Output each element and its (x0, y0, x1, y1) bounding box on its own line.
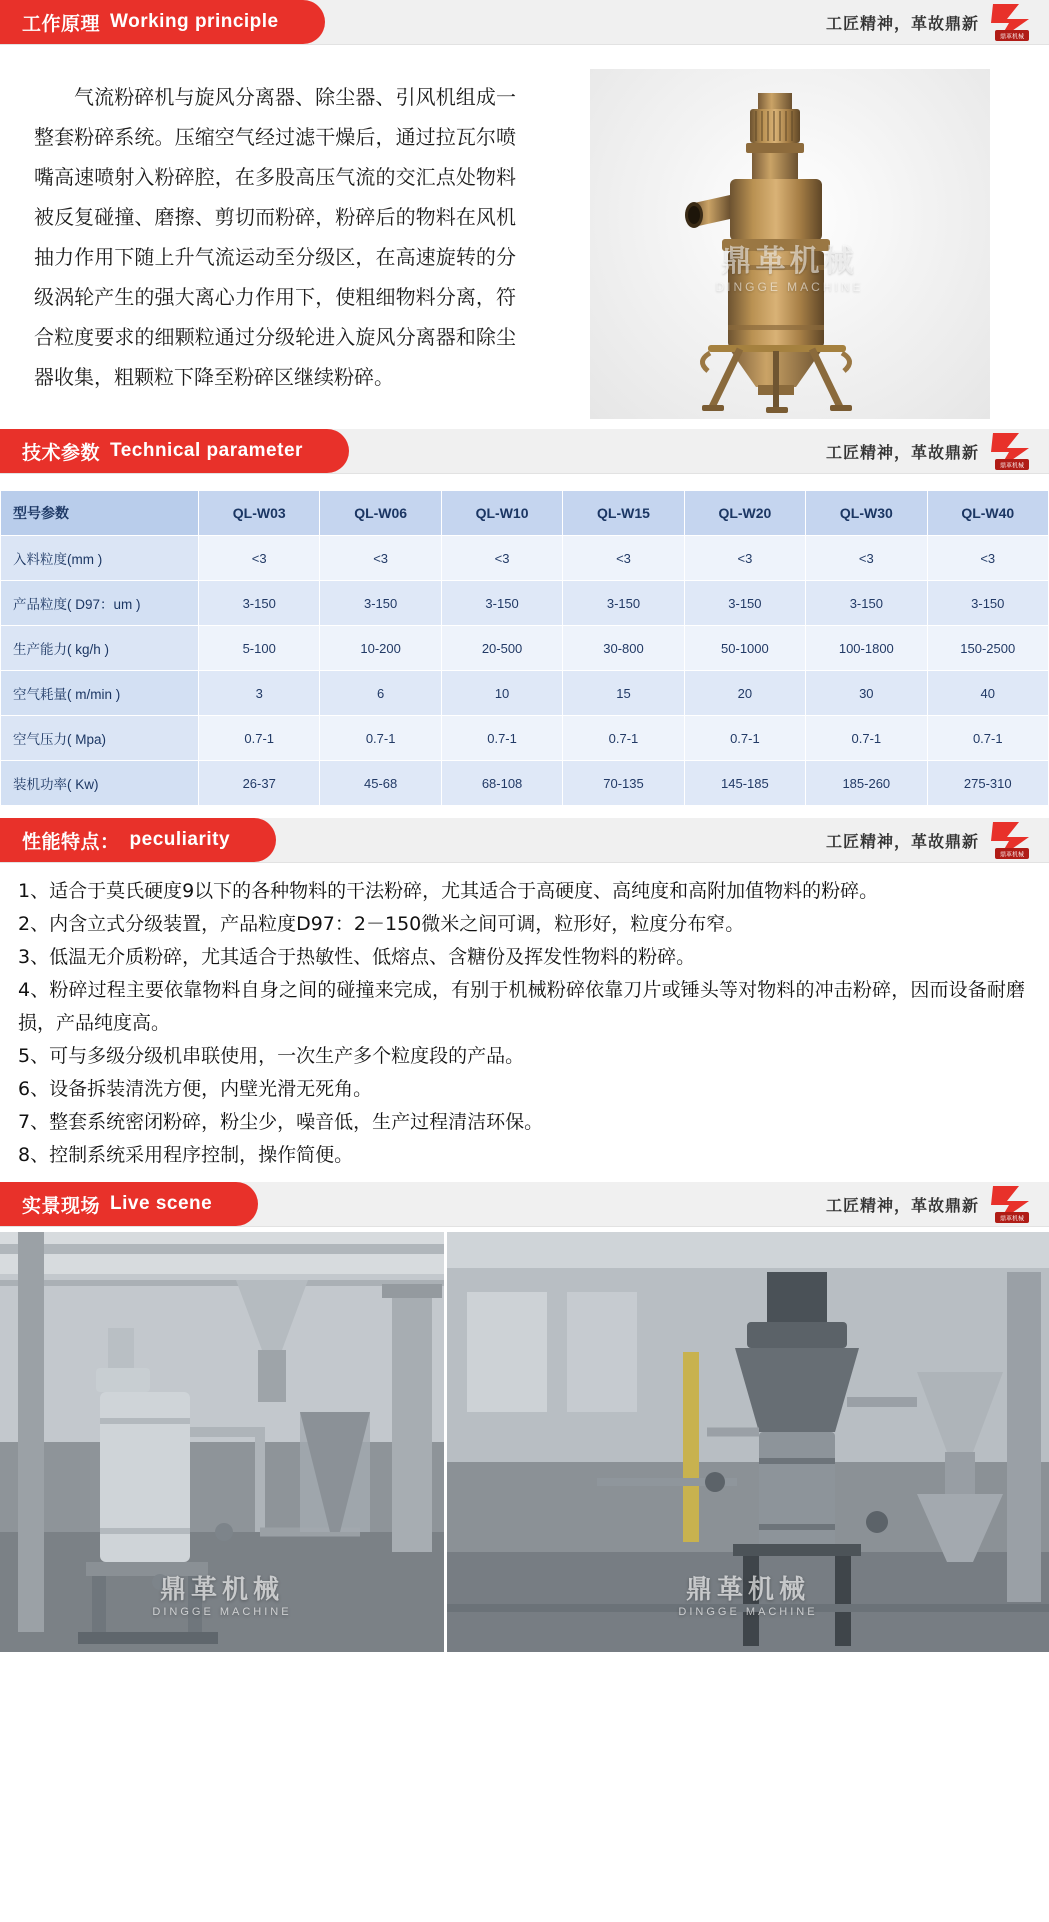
table-cell: <3 (927, 536, 1048, 581)
section-header-peculiarity (0, 818, 1049, 863)
section-header-technical-parameter (0, 429, 1049, 474)
table-row (1, 761, 1049, 806)
table-cell: 3-150 (684, 581, 805, 626)
photo-watermark-cn: 鼎革机械 (159, 1574, 284, 1604)
table-cell: 68-108 (441, 761, 562, 806)
table-header-cell: QL-W40 (927, 491, 1048, 536)
table-cell: 30-800 (563, 626, 684, 671)
working-principle-paragraph: 气流粉碎机与旋风分离器、除尘器、引风机组成一整套粉碎系统。压缩空气经过滤干燥后，通过拉瓦尔喷嘴高速喷射入粉碎腔，在多股高压气流的交汇点处物料被反复碰撞、磨擦、剪切而粉碎，粉碎后的物料在风机抽力作用下随上升气流运动至分级区，在高速旋转的分级涡轮产生的强大离心力作用下，使粗细物料分离，符合粒度要求的细颗粒通过分级轮进入旋风分离器和除尘器收集，粗颗粒下降至粉碎区继续粉碎。 (34, 85, 516, 389)
section-title-cn: 实景现场 (22, 1195, 101, 1217)
section-header-live-scene (0, 1182, 1049, 1227)
section-title-en: Live scene (110, 1193, 213, 1214)
table-cell: 20 (684, 671, 805, 716)
table-cell: <3 (441, 536, 562, 581)
table-row (1, 581, 1049, 626)
photo-watermark-en: DINGGE MACHINE (678, 1606, 818, 1618)
working-principle-text-block (0, 63, 530, 419)
brand-slogan: 工匠精神，革故鼎新 (825, 833, 979, 851)
table-row (1, 671, 1049, 716)
table-cell: 30 (806, 671, 927, 716)
table-cell: <3 (320, 536, 441, 581)
table-cell: 3-150 (320, 581, 441, 626)
table-cell: 45-68 (320, 761, 441, 806)
section-title-cn: 性能特点： (22, 831, 120, 853)
table-cell: 20-500 (441, 626, 562, 671)
section-title-en: Technical parameter (110, 440, 303, 461)
feature-item: 2、内含立式分级装置，产品粒度D97：2－150微米之间可调，粒形好，粒度分布窄。 (18, 913, 745, 935)
table-header-cell: QL-W10 (441, 491, 562, 536)
table-cell: 3-150 (199, 581, 320, 626)
svg-text:鼎革机械: 鼎革机械 (999, 1215, 1025, 1223)
company-logo-icon (989, 820, 1035, 860)
feature-item: 7、整套系统密闭粉碎，粉尘少，噪音低，生产过程清洁环保。 (18, 1111, 544, 1133)
table-cell: 3-150 (806, 581, 927, 626)
brand-area (826, 2, 1049, 42)
photo-watermark (715, 236, 863, 294)
table-cell: <3 (199, 536, 320, 581)
table-cell: 275-310 (927, 761, 1048, 806)
table-header-cell: 型号参数 (1, 491, 199, 536)
table-cell: 0.7-1 (563, 716, 684, 761)
row-label: 产品粒度( D97：um ) (1, 581, 199, 626)
table-cell: 26-37 (199, 761, 320, 806)
section-title-technical-parameter (0, 429, 349, 473)
live-scene-gallery (0, 1227, 1049, 1652)
table-header-cell: QL-W03 (199, 491, 320, 536)
table-header-cell: QL-W20 (684, 491, 805, 536)
table-cell: 3 (199, 671, 320, 716)
brand-slogan: 工匠精神，革故鼎新 (825, 444, 979, 462)
brand-slogan: 工匠精神，革故鼎新 (825, 1197, 979, 1215)
table-cell: <3 (563, 536, 684, 581)
feature-item: 1、适合于莫氏硬度9以下的各种物料的干法粉碎，尤其适合于高硬度、高纯度和高附加值物料的粉碎。 (18, 880, 879, 902)
table-cell: 0.7-1 (199, 716, 320, 761)
section-title-peculiarity (0, 818, 276, 862)
brand-area (826, 1184, 1049, 1224)
table-cell: 3-150 (563, 581, 684, 626)
section-title-en: Working principle (110, 11, 279, 32)
table-cell: 0.7-1 (320, 716, 441, 761)
table-cell: 0.7-1 (806, 716, 927, 761)
table-cell: 0.7-1 (441, 716, 562, 761)
table-cell: 3-150 (441, 581, 562, 626)
photo-watermark (152, 1569, 291, 1618)
feature-item: 3、低温无介质粉碎，尤其适合于热敏性、低熔点、含糖份及挥发性物料的粉碎。 (18, 946, 696, 968)
row-label: 空气耗量( m/min ) (1, 671, 199, 716)
photo-watermark-cn: 鼎革机械 (685, 1574, 810, 1604)
section-title-live-scene (0, 1182, 258, 1226)
photo-watermark-en: DINGGE MACHINE (152, 1606, 292, 1618)
live-scene-photo-left (0, 1232, 444, 1652)
table-cell: <3 (684, 536, 805, 581)
feature-item: 8、控制系统采用程序控制，操作简便。 (18, 1144, 354, 1166)
table-row (1, 716, 1049, 761)
table-cell: 10-200 (320, 626, 441, 671)
spec-table (0, 490, 1049, 806)
company-logo-icon (989, 431, 1035, 471)
row-label: 空气压力( Mpa) (1, 716, 199, 761)
peculiarity-list (0, 863, 1049, 1182)
table-cell: 100-1800 (806, 626, 927, 671)
table-cell: 70-135 (563, 761, 684, 806)
table-cell: 6 (320, 671, 441, 716)
table-row (1, 536, 1049, 581)
section-header-working-principle (0, 0, 1049, 45)
table-header-cell: QL-W15 (563, 491, 684, 536)
table-cell: 50-1000 (684, 626, 805, 671)
feature-item: 4、粉碎过程主要依靠物料自身之间的碰撞来完成，有别于机械粉碎依靠刀片或锤头等对物料的冲击粉碎，因而设备耐磨损，产品纯度高。 (18, 979, 1025, 1034)
table-header-cell: QL-W30 (806, 491, 927, 536)
row-label: 装机功率( Kw) (1, 761, 199, 806)
brand-area (826, 431, 1049, 471)
svg-text:鼎革机械: 鼎革机械 (999, 462, 1025, 470)
section-title-en: peculiarity (129, 829, 231, 850)
table-cell: 0.7-1 (927, 716, 1048, 761)
table-cell: 0.7-1 (684, 716, 805, 761)
table-cell: 150-2500 (927, 626, 1048, 671)
photo-watermark (678, 1569, 817, 1618)
table-cell: 145-185 (684, 761, 805, 806)
svg-text:鼎革机械: 鼎革机械 (999, 33, 1025, 41)
table-header-row (1, 491, 1049, 536)
table-cell: 40 (927, 671, 1048, 716)
live-scene-photo-right (447, 1232, 1049, 1652)
company-logo-icon (989, 1184, 1035, 1224)
photo-watermark-en: DINGGE MACHINE (715, 280, 864, 294)
spec-table-wrapper (0, 474, 1049, 818)
section-title-cn: 技术参数 (22, 442, 101, 464)
section-title-cn: 工作原理 (22, 13, 101, 35)
feature-item: 5、可与多级分级机串联使用，一次生产多个粒度段的产品。 (18, 1045, 525, 1067)
table-cell: 185-260 (806, 761, 927, 806)
table-cell: <3 (806, 536, 927, 581)
brand-area (826, 820, 1049, 860)
row-label: 入料粒度(mm ) (1, 536, 199, 581)
table-cell: 3-150 (927, 581, 1048, 626)
table-cell: 15 (563, 671, 684, 716)
brand-slogan: 工匠精神，革故鼎新 (825, 15, 979, 33)
company-logo-icon (989, 2, 1035, 42)
feature-item: 6、设备拆装清洗方便，内壁光滑无死角。 (18, 1078, 373, 1100)
table-cell: 10 (441, 671, 562, 716)
svg-text:鼎革机械: 鼎革机械 (999, 851, 1025, 859)
working-principle-content (0, 45, 1049, 429)
row-label: 生产能力( kg/h ) (1, 626, 199, 671)
jet-mill-product-photo (590, 69, 990, 419)
photo-watermark-cn: 鼎革机械 (721, 245, 858, 278)
table-cell: 5-100 (199, 626, 320, 671)
table-header-cell: QL-W06 (320, 491, 441, 536)
table-row (1, 626, 1049, 671)
working-principle-image-block (530, 63, 1049, 419)
section-title-working-principle (0, 0, 325, 44)
